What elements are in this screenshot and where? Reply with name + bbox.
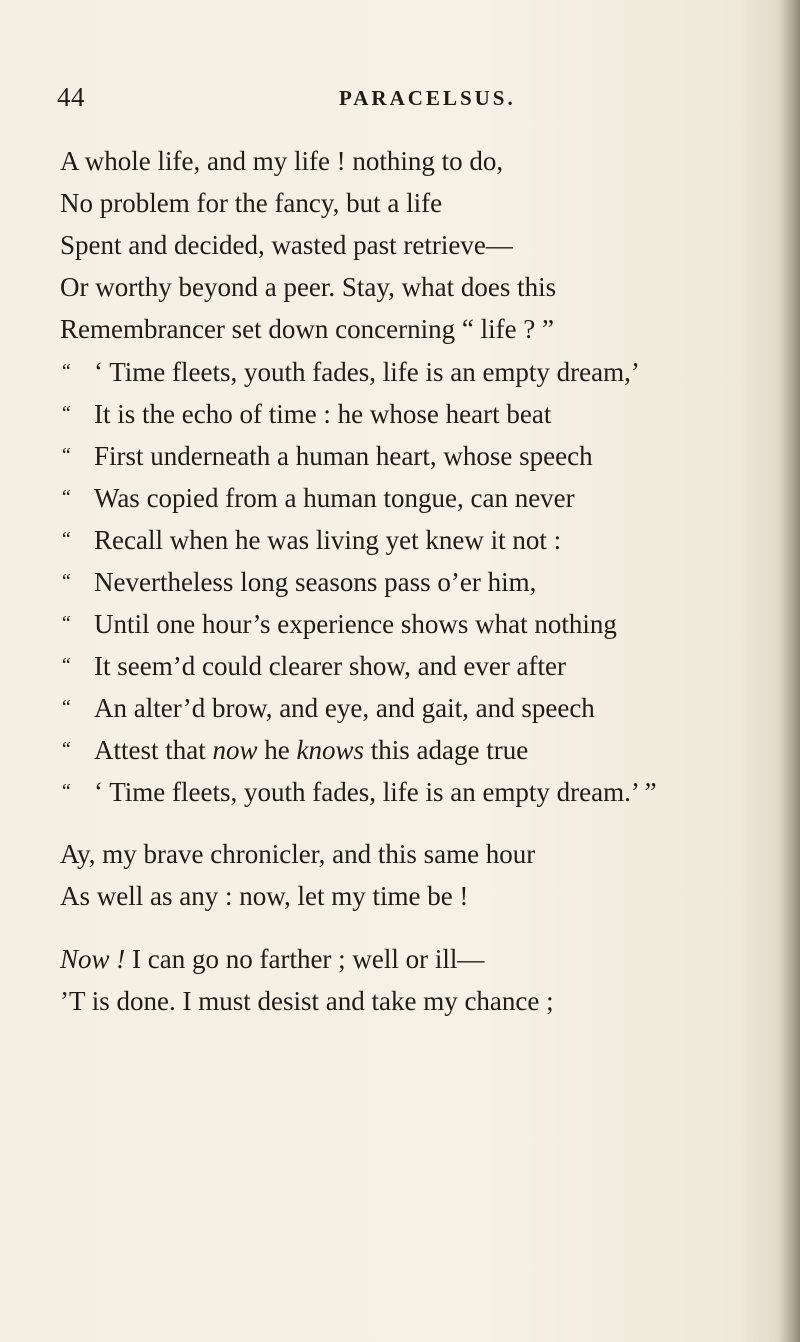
- quoted-line-text: ‘ Time fleets, youth fades, life is an empty dream,’: [94, 357, 640, 387]
- poem-line: [60, 938, 780, 980]
- quoted-line-text: It is the echo of time : he whose heart beat: [94, 399, 552, 429]
- open-quote-mark: “: [60, 696, 72, 718]
- page-edge-shadow: [778, 0, 800, 1342]
- open-quote-mark: “: [60, 612, 72, 634]
- quoted-line: [60, 644, 780, 686]
- quoted-line: [60, 602, 780, 644]
- quoted-line: [60, 476, 780, 518]
- running-title: PARACELSUS.: [339, 86, 516, 110]
- open-quote-mark: “: [60, 738, 72, 760]
- quoted-line: [60, 392, 780, 434]
- open-quote-mark: “: [60, 360, 72, 382]
- open-quote-mark: “: [60, 402, 72, 424]
- page-header: [57, 82, 697, 116]
- open-quote-mark: “: [60, 780, 72, 802]
- quoted-line-text: It seem’d could clearer show, and ever after: [94, 651, 567, 681]
- poem-line: Or worthy beyond a peer. Stay, what does this: [60, 272, 557, 302]
- open-quote-mark: “: [60, 528, 72, 550]
- emphasis-now: now: [212, 735, 258, 765]
- quoted-line-text: First underneath a human heart, whose speech: [94, 441, 593, 471]
- attest-after: this adage true: [363, 735, 529, 765]
- quoted-line: [60, 770, 780, 812]
- poem-line: Ay, my brave chronicler, and this same hour: [60, 839, 536, 869]
- quoted-line-text: ‘ Time fleets, youth fades, life is an empty dream.’ ”: [94, 777, 657, 807]
- emphasis-now-exclaim: Now !: [60, 944, 126, 974]
- open-quote-mark: “: [60, 486, 72, 508]
- poem-text: [60, 140, 780, 1022]
- quoted-line-text: An alter’d brow, and eye, and gait, and speech: [94, 693, 595, 723]
- page-number: 44: [57, 82, 85, 112]
- poem-line: As well as any : now, let my time be !: [60, 881, 469, 911]
- stanza-gap: [60, 917, 780, 938]
- stanza-gap: [60, 812, 780, 833]
- poem-line: Remembrancer set down concerning “ life ? ”: [60, 314, 555, 344]
- quoted-line-text: Until one hour’s experience shows what nothing: [94, 609, 617, 639]
- quoted-line: [60, 350, 780, 392]
- open-quote-mark: “: [60, 444, 72, 466]
- quoted-line: [60, 560, 780, 602]
- open-quote-mark: “: [60, 570, 72, 592]
- quoted-line-text: Nevertheless long seasons pass o’er him,: [94, 567, 537, 597]
- poem-line: No problem for the fancy, but a life: [60, 188, 443, 218]
- poem-line-rest: I can go no farther ; well or ill—: [125, 944, 485, 974]
- attest-before: Attest that: [94, 735, 213, 765]
- quoted-line: [60, 686, 780, 728]
- quoted-line-text: Recall when he was living yet knew it not :: [94, 525, 562, 555]
- quoted-line-text: Was copied from a human tongue, can never: [94, 483, 575, 513]
- quoted-line: [60, 434, 780, 476]
- poem-line: Spent and decided, wasted past retrieve—: [60, 230, 513, 260]
- open-quote-mark: “: [60, 654, 72, 676]
- quoted-line: [60, 728, 780, 770]
- poem-line: ’T is done. I must desist and take my chance ;: [60, 986, 554, 1016]
- emphasis-knows: knows: [296, 735, 364, 765]
- attest-middle: he: [257, 735, 297, 765]
- poem-line: A whole life, and my life ! nothing to do,: [60, 146, 504, 176]
- quoted-line: [60, 518, 780, 560]
